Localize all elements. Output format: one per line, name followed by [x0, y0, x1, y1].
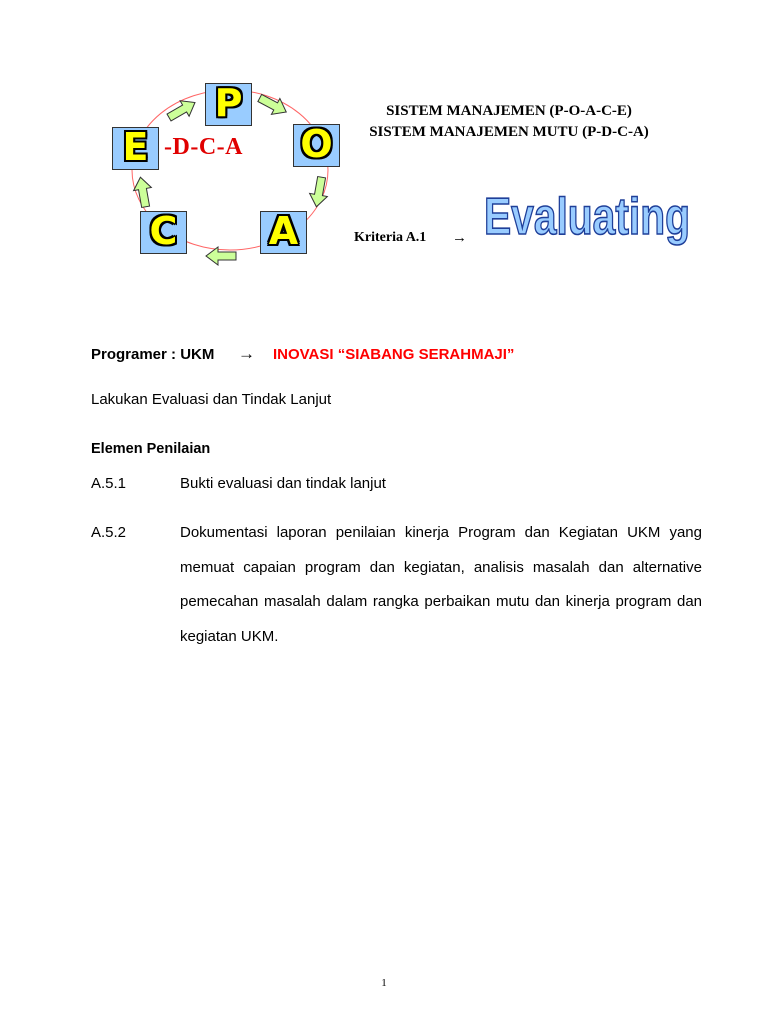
programer-value: INOVASI “SIABANG SERAHMAJI”	[273, 346, 515, 363]
evaluating-word-art	[480, 184, 696, 246]
page-number: 1	[381, 977, 387, 989]
instruction-text: Lakukan Evaluasi dan Tindak Lanjut	[91, 391, 332, 408]
arrow-a-to-c	[206, 247, 236, 265]
heading-line-1: SISTEM MANAJEMEN (P-O-A-C-E)	[386, 103, 632, 119]
box-o-letter: O	[300, 122, 333, 166]
box-e	[112, 127, 159, 170]
kriteria-arrow: →	[452, 230, 467, 246]
heading-line-2: SISTEM MANAJEMEN MUTU (P-D-C-A)	[369, 124, 649, 140]
box-p	[205, 83, 252, 126]
box-a	[260, 211, 307, 254]
box-o	[293, 124, 340, 167]
box-e-letter: E	[122, 125, 149, 169]
box-a-letter: A	[268, 209, 299, 253]
element-text: Dokumentasi laporan penilaian kinerja Program dan Kegiatan UKM yang memuat capaian program dan kegiatan, analisis masalah dan alternative pemecahan masalah dalam rangka perbaikan mutu dan kinerja program dan kegiatan UKM.	[180, 524, 702, 645]
elemen-heading: Elemen Penilaian	[91, 441, 211, 457]
element-code: A.5.1	[91, 475, 127, 492]
evaluating-text: Evaluating	[484, 188, 690, 246]
programer-label: Programer : UKM	[91, 346, 215, 363]
element-text: Bukti evaluasi dan tindak lanjut	[180, 475, 386, 492]
pdca-label: -D-C-A	[164, 134, 243, 160]
programer-arrow: →	[238, 344, 255, 363]
box-p-letter: P	[214, 81, 243, 125]
box-c	[140, 211, 187, 254]
box-c-letter: C	[149, 209, 178, 253]
kriteria-label: Kriteria A.1	[354, 230, 427, 245]
poace-cycle-diagram	[100, 70, 370, 270]
element-code: A.5.2	[91, 524, 127, 541]
